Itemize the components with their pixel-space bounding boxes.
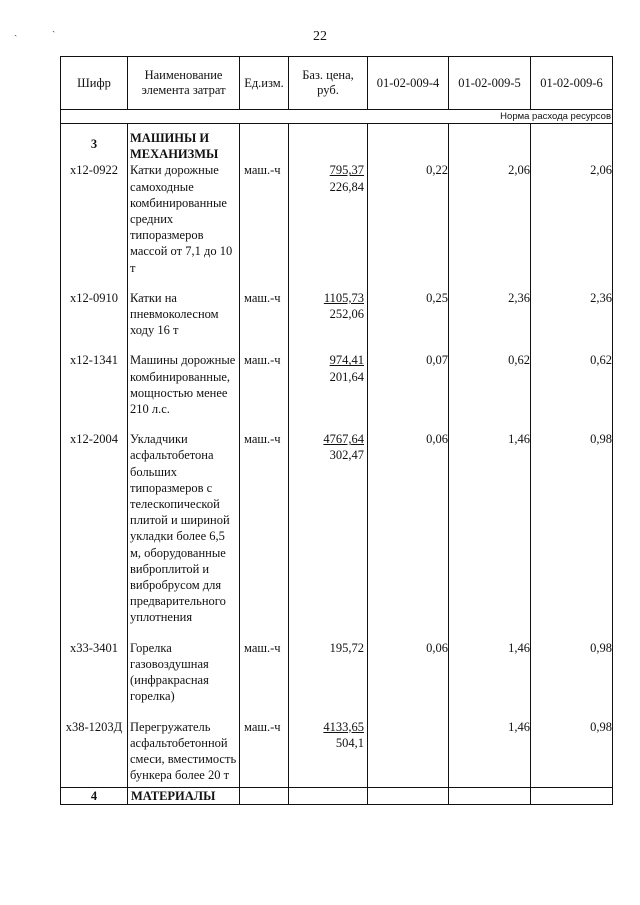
- item-price: [289, 719, 368, 788]
- rate-col-2: 1,46: [449, 640, 531, 719]
- rate-col-2: 1,46: [449, 719, 531, 788]
- price-wage: 201,64: [329, 369, 364, 384]
- rate-col-1: 0,06: [368, 640, 449, 719]
- item-name: Горелка газовоздушная (инфракрасная горелка): [128, 640, 240, 719]
- item-unit: маш.-ч: [240, 352, 289, 431]
- item-name: Укладчики асфальтобетона больших типоразмеров с телескопической плитой и шириной укладки более 6,5 м, оборудованные виброплитой и вибробрусом для предварительного уплотнения: [128, 431, 240, 639]
- item-price: [289, 290, 368, 353]
- price-total: 795,37: [329, 163, 364, 178]
- rate-col-2: 0,62: [449, 352, 531, 431]
- item-name: Машины дорожные комбинированные, мощностью менее 210 л.с.: [128, 352, 240, 431]
- scan-mark: ˎ: [14, 26, 18, 37]
- rate-col-3: 0,98: [531, 719, 613, 788]
- rate-col-1: [368, 719, 449, 788]
- price-wage: 302,47: [329, 448, 364, 463]
- item-name: Перегружатель асфальтобетонной смеси, вместимость бункера более 20 т: [128, 719, 240, 788]
- price-total: 195,72: [329, 640, 364, 655]
- header-unit: Ед.изм.: [240, 57, 289, 110]
- rate-col-1: 0,25: [368, 290, 449, 353]
- price-total: 4767,64: [323, 432, 364, 447]
- rate-col-1: 0,07: [368, 352, 449, 431]
- item-unit: маш.-ч: [240, 290, 289, 353]
- header-col-3: 01-02-009-6: [531, 57, 613, 110]
- item-price: [289, 162, 368, 289]
- rate-col-3: 0,62: [531, 352, 613, 431]
- item-unit: маш.-ч: [240, 162, 289, 289]
- price-wage: 504,1: [335, 735, 364, 750]
- rate-col-1: 0,22: [368, 162, 449, 289]
- rate-col-2: 2,06: [449, 162, 531, 289]
- header-col-1: 01-02-009-4: [368, 57, 449, 110]
- item-code: х12-0910: [61, 290, 128, 353]
- page-number: 22: [313, 29, 327, 44]
- section-title: МАШИНЫ И МЕХАНИЗМЫ: [128, 128, 240, 162]
- resource-rates-table: [60, 56, 613, 805]
- price-total: 974,41: [329, 353, 364, 368]
- rate-col-2: 1,46: [449, 431, 531, 639]
- item-price: [289, 431, 368, 639]
- table-row: [61, 162, 613, 289]
- section-title: МАТЕРИАЛЫ: [128, 788, 240, 805]
- section-row: [61, 788, 613, 805]
- item-price: [289, 640, 368, 719]
- item-code: х12-2004: [61, 431, 128, 639]
- item-code: х12-1341: [61, 352, 128, 431]
- item-code: х38-1203Д: [61, 719, 128, 788]
- item-unit: маш.-ч: [240, 431, 289, 639]
- item-code: х33-3401: [61, 640, 128, 719]
- table-row: [61, 431, 613, 639]
- rate-col-1: 0,06: [368, 431, 449, 639]
- table-row: [61, 640, 613, 719]
- header-name: Наименованиe элемента затрат: [128, 57, 240, 110]
- section-number: 4: [61, 788, 128, 805]
- rate-col-3: 2,06: [531, 162, 613, 289]
- price-total: 1105,73: [323, 290, 364, 305]
- price-total: 4133,65: [323, 719, 364, 734]
- item-unit: маш.-ч: [240, 640, 289, 719]
- rate-col-2: 2,36: [449, 290, 531, 353]
- header-code: Шифр: [61, 57, 128, 110]
- rate-col-3: 2,36: [531, 290, 613, 353]
- section-row: [61, 128, 613, 162]
- item-unit: маш.-ч: [240, 719, 289, 788]
- item-name: Катки на пневмоколесном ходу 16 т: [128, 290, 240, 353]
- table-header-row: [61, 57, 613, 110]
- item-price: [289, 352, 368, 431]
- section-number: 3: [61, 128, 128, 162]
- item-name: Катки дорожные самоходные комбинированные средних типоразмеров массой от 7,1 до 10 т: [128, 162, 240, 289]
- header-col-2: 01-02-009-5: [449, 57, 531, 110]
- scan-mark: ˎ: [52, 22, 56, 33]
- rate-col-3: 0,98: [531, 431, 613, 639]
- table-row: [61, 719, 613, 788]
- header-price: Баз. цена, руб.: [289, 57, 368, 110]
- norm-label: Норма расхода ресурсов: [61, 110, 613, 124]
- price-wage: 226,84: [329, 179, 364, 194]
- price-wage: 252,06: [329, 307, 364, 322]
- rate-col-3: 0,98: [531, 640, 613, 719]
- item-code: х12-0922: [61, 162, 128, 289]
- norm-row: [61, 110, 613, 124]
- table-row: [61, 290, 613, 353]
- table-row: [61, 352, 613, 431]
